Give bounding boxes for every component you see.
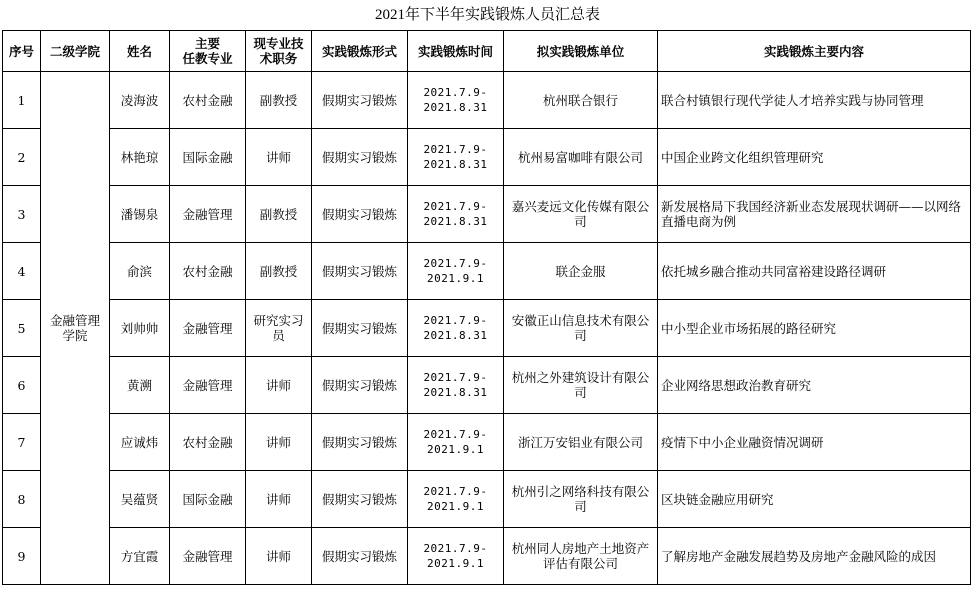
table-row: [3, 72, 971, 129]
cell-form: 假期实习锻炼: [312, 72, 408, 129]
cell-major: 国际金融: [170, 129, 246, 186]
cell-unit: 杭州引之网络科技有限公司: [504, 471, 658, 528]
cell-major: 金融管理: [170, 300, 246, 357]
time-start: 2021.7.9-: [423, 143, 488, 156]
time-end: 2021.9.1: [427, 557, 484, 570]
cell-content: 联合村镇银行现代学徒人才培养实践与协同管理: [658, 72, 971, 129]
table-row: [3, 243, 971, 300]
cell-unit: 安徽正山信息技术有限公司: [504, 300, 658, 357]
cell-unit: 杭州同人房地产土地资产评估有限公司: [504, 528, 658, 585]
cell-unit: 嘉兴麦远文化传媒有限公司: [504, 186, 658, 243]
cell-content: 了解房地产金融发展趋势及房地产金融风险的成因: [658, 528, 971, 585]
cell-position: 副教授: [246, 243, 312, 300]
cell-seq: 2: [3, 129, 41, 186]
cell-major: 金融管理: [170, 186, 246, 243]
cell-major: 金融管理: [170, 357, 246, 414]
page-title: 2021年下半年实践锻炼人员汇总表: [374, 7, 600, 23]
time-end: 2021.9.1: [427, 443, 484, 456]
cell-position: 讲师: [246, 357, 312, 414]
header-college: 二级学院: [41, 31, 110, 72]
cell-seq: 1: [3, 72, 41, 129]
cell-seq: 5: [3, 300, 41, 357]
cell-seq: 9: [3, 528, 41, 585]
cell-college: [41, 72, 110, 585]
header-time: 实践锻炼时间: [408, 31, 504, 72]
time-start: 2021.7.9-: [423, 371, 488, 384]
cell-time: [408, 186, 504, 243]
header-major-line2: 任教专业: [182, 51, 233, 66]
cell-unit: 杭州易富咖啡有限公司: [504, 129, 658, 186]
cell-content: 疫情下中小企业融资情况调研: [658, 414, 971, 471]
cell-unit: 杭州之外建筑设计有限公司: [504, 357, 658, 414]
cell-form: 假期实习锻炼: [312, 528, 408, 585]
cell-content: 企业网络思想政治教育研究: [658, 357, 971, 414]
cell-time: [408, 243, 504, 300]
cell-position: 副教授: [246, 186, 312, 243]
college-line2: 学院: [62, 328, 88, 343]
cell-major: 农村金融: [170, 243, 246, 300]
cell-seq: 8: [3, 471, 41, 528]
cell-time: [408, 471, 504, 528]
cell-position: 讲师: [246, 528, 312, 585]
cell-form: 假期实习锻炼: [312, 186, 408, 243]
table-row: [3, 528, 971, 585]
summary-table: [2, 30, 971, 585]
cell-seq: 3: [3, 186, 41, 243]
time-start: 2021.7.9-: [423, 257, 488, 270]
college-line1: 金融管理: [49, 313, 100, 328]
header-position-line2: 术职务: [259, 51, 298, 66]
time-start: 2021.7.9-: [423, 485, 488, 498]
header-position-line1: 现专业技: [253, 36, 304, 51]
cell-unit: 浙江万安铝业有限公司: [504, 414, 658, 471]
cell-content: 区块链金融应用研究: [658, 471, 971, 528]
cell-name: 吴蕴贤: [110, 471, 170, 528]
cell-name: 林艳琼: [110, 129, 170, 186]
table-row: [3, 186, 971, 243]
cell-name: 黄溯: [110, 357, 170, 414]
cell-name: 潘锡泉: [110, 186, 170, 243]
cell-name: 方宜霞: [110, 528, 170, 585]
cell-name: 俞滨: [110, 243, 170, 300]
header-content: 实践锻炼主要内容: [658, 31, 971, 72]
cell-content: 新发展格局下我国经济新业态发展现状调研——以网络直播电商为例: [658, 186, 971, 243]
header-name: 姓名: [110, 31, 170, 72]
header-major-line1: 主要: [194, 36, 220, 51]
table-row: [3, 129, 971, 186]
cell-form: 假期实习锻炼: [312, 414, 408, 471]
cell-form: 假期实习锻炼: [312, 243, 408, 300]
time-end: 2021.8.31: [423, 158, 488, 171]
cell-content: 中国企业跨文化组织管理研究: [658, 129, 971, 186]
cell-form: 假期实习锻炼: [312, 357, 408, 414]
cell-name: 刘帅帅: [110, 300, 170, 357]
cell-content: 中小型企业市场拓展的路径研究: [658, 300, 971, 357]
time-start: 2021.7.9-: [423, 314, 488, 327]
cell-major: 国际金融: [170, 471, 246, 528]
cell-major: 农村金融: [170, 72, 246, 129]
cell-major: 农村金融: [170, 414, 246, 471]
cell-position: 研究实习员: [246, 300, 312, 357]
header-unit: 拟实践锻炼单位: [504, 31, 658, 72]
time-end: 2021.9.1: [427, 272, 484, 285]
time-end: 2021.8.31: [423, 215, 488, 228]
table-row: [3, 357, 971, 414]
cell-unit: 联企金服: [504, 243, 658, 300]
header-row: [3, 31, 971, 72]
time-start: 2021.7.9-: [423, 542, 488, 555]
time-end: 2021.8.31: [423, 329, 488, 342]
time-start: 2021.7.9-: [423, 200, 488, 213]
header-position: [246, 31, 312, 72]
cell-seq: 7: [3, 414, 41, 471]
cell-name: 应诚炜: [110, 414, 170, 471]
cell-form: 假期实习锻炼: [312, 471, 408, 528]
cell-name: 凌海波: [110, 72, 170, 129]
cell-time: [408, 357, 504, 414]
cell-form: 假期实习锻炼: [312, 300, 408, 357]
table-row: [3, 300, 971, 357]
time-start: 2021.7.9-: [423, 428, 488, 441]
cell-time: [408, 300, 504, 357]
cell-position: 讲师: [246, 129, 312, 186]
cell-position: 讲师: [246, 471, 312, 528]
header-form: 实践锻炼形式: [312, 31, 408, 72]
table-body: [3, 72, 971, 585]
header-major: [170, 31, 246, 72]
cell-major: 金融管理: [170, 528, 246, 585]
cell-seq: 6: [3, 357, 41, 414]
time-end: 2021.8.31: [423, 101, 488, 114]
cell-time: [408, 528, 504, 585]
cell-position: 副教授: [246, 72, 312, 129]
time-end: 2021.9.1: [427, 500, 484, 513]
cell-position: 讲师: [246, 414, 312, 471]
cell-time: [408, 414, 504, 471]
cell-seq: 4: [3, 243, 41, 300]
cell-unit: 杭州联合银行: [504, 72, 658, 129]
cell-time: [408, 72, 504, 129]
time-end: 2021.8.31: [423, 386, 488, 399]
table-row: [3, 414, 971, 471]
table-row: [3, 471, 971, 528]
cell-content: 依托城乡融合推动共同富裕建设路径调研: [658, 243, 971, 300]
time-start: 2021.7.9-: [423, 86, 488, 99]
cell-time: [408, 129, 504, 186]
cell-form: 假期实习锻炼: [312, 129, 408, 186]
header-seq: 序号: [3, 31, 41, 72]
